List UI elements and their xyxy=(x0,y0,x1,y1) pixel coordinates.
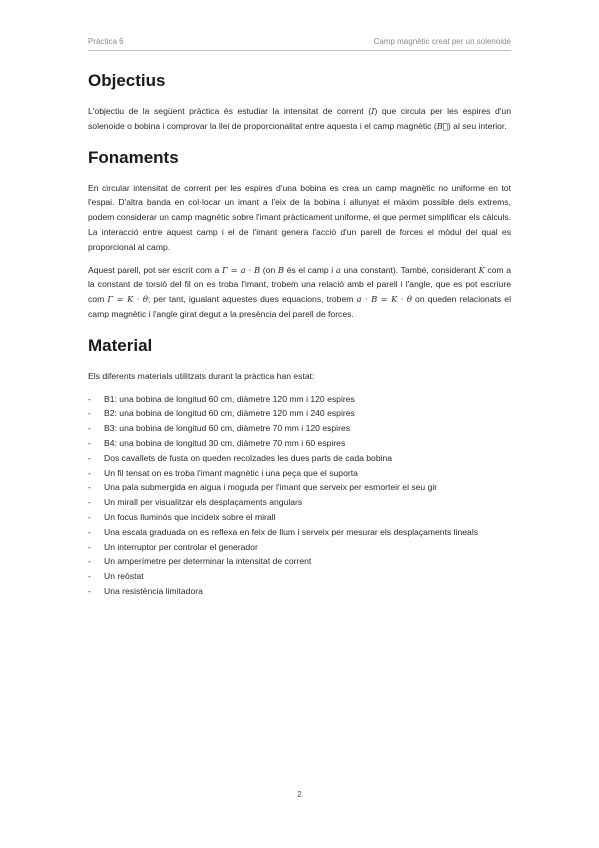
fonaments-paragraph-1: En circular intensitat de corrent per les espires d'una bobina es crea un camp magnètic no uniforme en tot l'espai. D'altra banda en col·locar un imant a l'eix de la bobina i allunyat el màxim possible dels extrems, podem considerar un camp magnètic sobre l'imant pràcticament uniforme, el que permet simplificar els càlculs. La interacció entre aquest camp i el de l'imant genera l'acció d'un parell de forces el mòdul del qual es proporcional al camp. xyxy=(88,182,511,252)
material-list xyxy=(88,392,511,599)
list-item: - Un amperímetre per determinar la intensitat de corrent xyxy=(88,556,312,567)
header-left: Pràctica 6 xyxy=(88,37,124,46)
list-item: - Un reòstat xyxy=(88,571,144,582)
symbol-B: B xyxy=(277,264,285,275)
list-item: - Una escala graduada on es reflexa en feix de llum i serveix per mesurar els desplaçaments lineals xyxy=(88,526,479,537)
heading-objectius: Objectius xyxy=(88,71,166,90)
fonaments-paragraph-2: Aquest parell, pot ser escrit com a Γ = a · B (on B és el camp i a una constant). També, considerant K com a la constant de torsió del fil on es troba l'imant, trobem una relació amb el parell i l'angle, que es pot escriure com Γ = K · θ; per tant, igualant aquestes dues equacions, trobem a · B = K · θ on queden relacionats el camp magnètic i l'angle girat degut a la presència del parell de forces. xyxy=(88,264,511,319)
symbol-a: a xyxy=(335,264,341,275)
page-number: 2 xyxy=(297,790,302,799)
list-item: - Un focus lluminós que incideix sobre el mirall xyxy=(88,511,276,522)
list-item: - Una pala submergida en aigua i moguda per l'imant que serveix per esmorteir el seu gir xyxy=(88,482,438,493)
list-item: - Una resistència limitadora xyxy=(88,585,203,596)
material-intro: Els diferents materials utilitzats durant la pràctica han estat: xyxy=(88,370,315,381)
list-item: - B4: una bobina de longitud 30 cm, diàmetre 70 mm i 60 espires xyxy=(88,437,346,448)
equation-aB-Ktheta: a · B = K · θ xyxy=(356,294,412,305)
heading-material: Material xyxy=(88,335,153,355)
objectius-paragraph: L'objectiu de la següent pràctica és estudiar la intensitat de corrent (I) que circula per les espires d'un solenoide o bobina i comprovar la llei de proporcionalitat entre aquesta i el camp magnètic (B⃗) al seu interior. xyxy=(88,106,511,131)
heading-fonaments: Fonaments xyxy=(88,147,179,167)
symbol-K: K xyxy=(478,264,485,275)
page-content xyxy=(88,70,511,599)
symbol-B-vector: B⃗ xyxy=(436,120,448,131)
header-right: Camp magnètic creat per un solenoide xyxy=(373,37,511,46)
list-item: - B3: una bobina de longitud 60 cm, diàmetre 70 mm i 120 espires xyxy=(88,423,351,434)
list-item: - Dos cavallets de fusta on queden recolzades les dues parts de cada bobina xyxy=(88,452,393,463)
equation-gamma-aB: Γ = a · B xyxy=(221,264,261,275)
list-item: - B1: una bobina de longitud 60 cm, diàmetre 120 mm i 120 espires xyxy=(88,393,355,404)
list-item: - B2: una bobina de longitud 60 cm, diàmetre 120 mm i 240 espires xyxy=(88,408,355,419)
list-item: - Un interruptor per controlar el generador xyxy=(88,541,258,552)
equation-gamma-Ktheta: Γ = K · θ xyxy=(107,294,148,305)
page-header xyxy=(88,37,511,51)
symbol-I: I xyxy=(371,106,375,116)
list-item: - Un fil tensat on es troba l'imant magnètic i una peça que el suporta xyxy=(88,467,358,478)
list-item: - Un mirall per visualitzar els desplaçaments angulars xyxy=(88,497,303,508)
